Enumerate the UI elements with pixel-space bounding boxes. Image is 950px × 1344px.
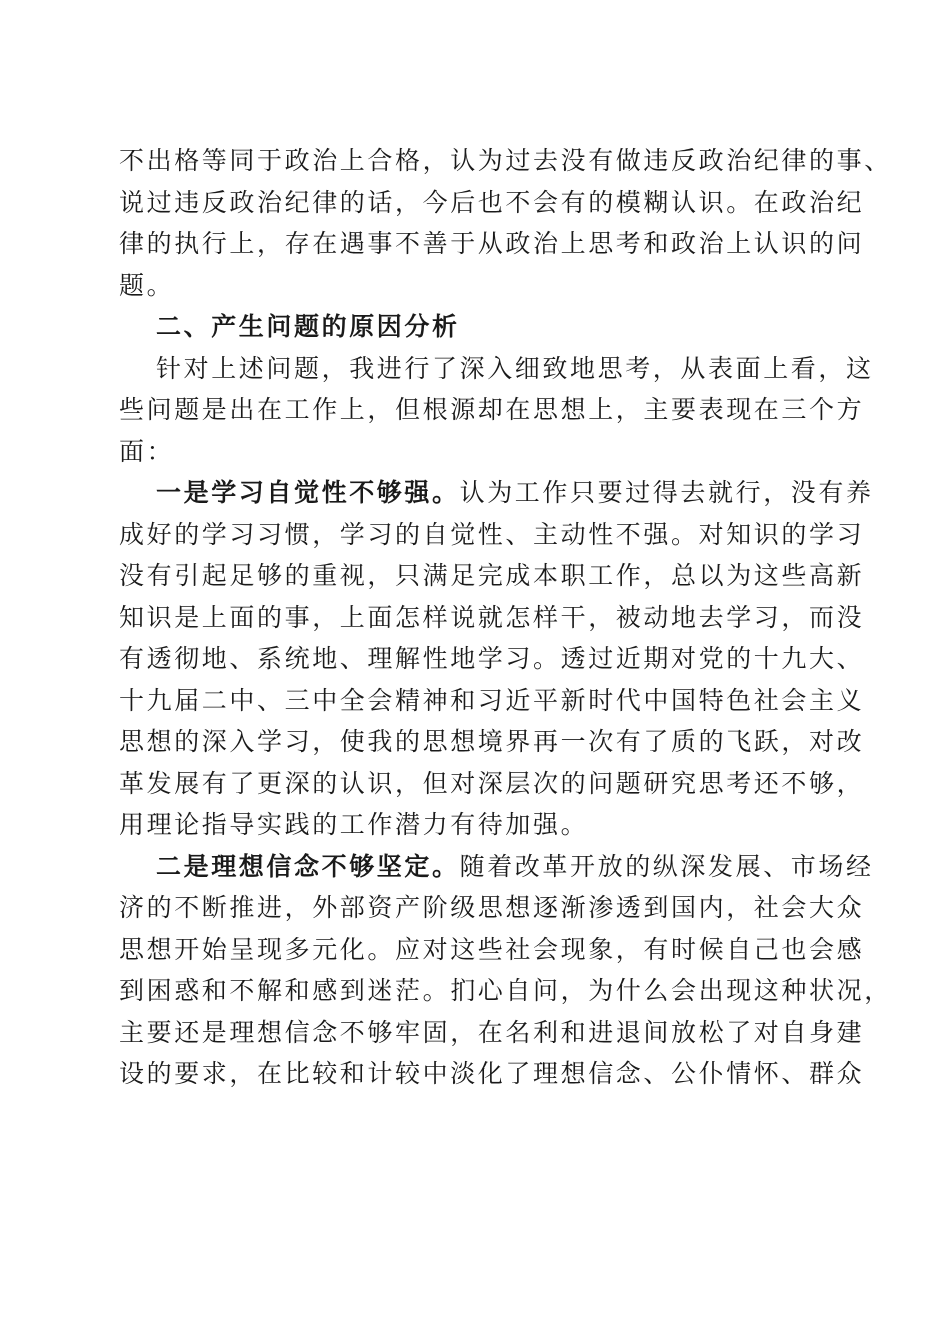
- paragraph-lead: 二是理想信念不够坚定。: [156, 851, 460, 881]
- paragraph-lead: 一是学习自觉性不够强。: [156, 478, 460, 507]
- paragraph-line: 知识是上面的事，上面怎样说就怎样干，被动地去学习，而没: [119, 602, 865, 632]
- paragraph-line: 律的执行上，存在遇事不善于从政治上思考和政治上认识的问: [119, 229, 865, 258]
- paragraph-line: 些问题是出在工作上，但根源却在思想上，主要表现在三个方: [119, 395, 865, 424]
- paragraph-line: 针对上述问题，我进行了深入细致地思考，从表面上看，这: [156, 353, 874, 383]
- paragraph-line: 题。: [119, 270, 175, 300]
- paragraph-line: 十九届二中、三中全会精神和习近平新时代中国特色社会主义: [119, 685, 865, 715]
- document-body: [119, 140, 892, 1095]
- paragraph-line: 成好的学习习惯，学习的自觉性、主动性不强。对知识的学习: [119, 519, 865, 549]
- paragraph-line: 设的要求，在比较和计较中淡化了理想信念、公仆情怀、群众: [119, 1059, 865, 1088]
- paragraph-line: 到困惑和不解和感到迷茫。扪心自问，为什么会出现这种状况，: [119, 976, 892, 1005]
- paragraph-line: 思想的深入学习，使我的思想境界再一次有了质的飞跃，对改: [119, 727, 865, 756]
- paragraph-line: 主要还是理想信念不够牢固，在名利和进退间放松了对自身建: [119, 1017, 865, 1047]
- paragraph-line: 说过违反政治纪律的话，今后也不会有的模糊认识。在政治纪: [119, 187, 865, 217]
- paragraph-line: 不出格等同于政治上合格，认为过去没有做违反政治纪律的事、: [119, 146, 892, 175]
- paragraph-first-line: [119, 846, 874, 888]
- paragraph-line: 济的不断推进，外部资产阶级思想逐渐渗透到国内，社会大众: [119, 893, 865, 922]
- section-heading: 二、产生问题的原因分析: [156, 312, 460, 341]
- paragraph-first-rest: 认为工作只要过得去就行，没有养: [459, 478, 874, 507]
- paragraph-line: 有透彻地、系统地、理解性地学习。透过近期对党的十九大、: [119, 644, 865, 673]
- paragraph-line: 没有引起足够的重视，只满足完成本职工作，总以为这些高新: [119, 561, 865, 590]
- paragraph-line: 革发展有了更深的认识，但对深层次的问题研究思考还不够，: [119, 768, 865, 798]
- paragraph-first-rest: 随着改革开放的纵深发展、市场经: [459, 851, 874, 881]
- paragraph-line: 用理论指导实践的工作潜力有待加强。: [119, 810, 589, 839]
- paragraph-line: 面：: [119, 436, 175, 466]
- paragraph-line: 思想开始呈现多元化。应对这些社会现象，有时候自己也会感: [119, 934, 865, 964]
- paragraph-first-line: [119, 472, 874, 514]
